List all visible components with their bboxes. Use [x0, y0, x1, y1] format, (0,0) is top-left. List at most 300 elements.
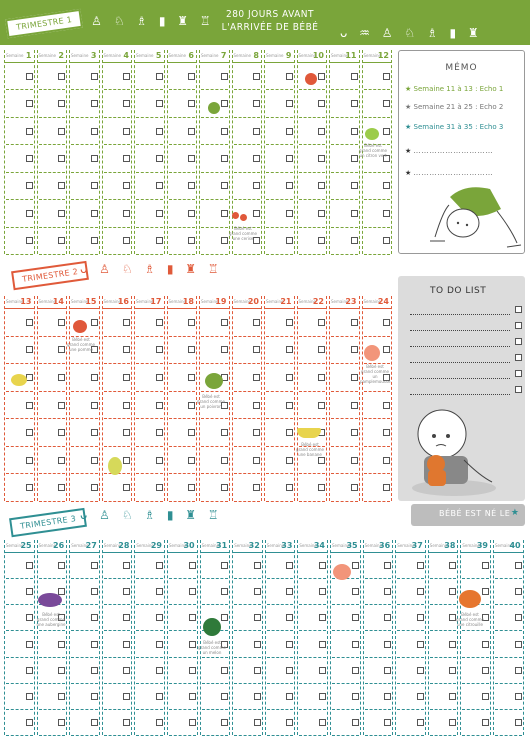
day-checkbox[interactable]	[26, 346, 33, 353]
day-checkbox[interactable]	[58, 319, 65, 326]
day-checkbox[interactable]	[26, 457, 33, 464]
day-checkbox[interactable]	[351, 457, 358, 464]
day-checkbox[interactable]	[254, 562, 261, 569]
day-checkbox[interactable]	[26, 128, 33, 135]
day-checkbox[interactable]	[156, 346, 163, 353]
day-checkbox[interactable]	[91, 562, 98, 569]
day-checkbox[interactable]	[482, 667, 489, 674]
bebe-est-ne-banner[interactable]	[411, 504, 525, 526]
day-checkbox[interactable]	[351, 346, 358, 353]
day-checkbox[interactable]	[123, 429, 130, 436]
melon-icon	[203, 618, 221, 636]
day-checkbox[interactable]	[449, 588, 456, 595]
day-checkbox[interactable]	[123, 155, 130, 162]
day-checkbox[interactable]	[58, 667, 65, 674]
day-checkbox[interactable]	[319, 641, 326, 648]
day-checkbox[interactable]	[286, 346, 293, 353]
day-checkbox[interactable]	[383, 346, 390, 353]
day-checkbox[interactable]	[91, 641, 98, 648]
day-checkbox[interactable]	[352, 614, 359, 621]
day-checkbox[interactable]	[352, 588, 359, 595]
day-checkbox[interactable]	[482, 641, 489, 648]
day-checkbox[interactable]	[91, 402, 98, 409]
day-checkbox[interactable]	[91, 457, 98, 464]
day-checkbox[interactable]	[156, 457, 163, 464]
day-checkbox[interactable]	[253, 346, 260, 353]
day-checkbox[interactable]	[254, 719, 261, 726]
day-checkbox[interactable]	[188, 237, 195, 244]
day-checkbox[interactable]	[254, 641, 261, 648]
day-checkbox[interactable]	[189, 614, 196, 621]
day-checkbox[interactable]	[58, 641, 65, 648]
day-checkbox[interactable]	[123, 719, 130, 726]
day-checkbox[interactable]	[91, 614, 98, 621]
day-checkbox[interactable]	[253, 182, 260, 189]
day-checkbox[interactable]	[351, 210, 358, 217]
day-checkbox[interactable]	[318, 210, 325, 217]
day-checkbox[interactable]	[156, 319, 163, 326]
day-checkbox[interactable]	[156, 210, 163, 217]
day-checkbox[interactable]	[417, 641, 424, 648]
day-checkbox[interactable]	[318, 182, 325, 189]
day-checkbox[interactable]	[156, 562, 163, 569]
day-checkbox[interactable]	[188, 128, 195, 135]
todo-row[interactable]	[410, 302, 510, 315]
day-checkbox[interactable]	[156, 429, 163, 436]
day-checkbox[interactable]	[189, 719, 196, 726]
day-checkbox[interactable]	[123, 319, 130, 326]
day-checkbox[interactable]	[254, 614, 261, 621]
day-checkbox[interactable]	[188, 457, 195, 464]
day-checkbox[interactable]	[221, 155, 228, 162]
day-checkbox[interactable]	[221, 429, 228, 436]
day-checkbox[interactable]	[188, 402, 195, 409]
day-checkbox[interactable]	[384, 614, 391, 621]
day-checkbox[interactable]	[58, 484, 65, 491]
day-row	[234, 735, 261, 737]
day-checkbox[interactable]	[253, 100, 260, 107]
day-checkbox[interactable]	[123, 457, 130, 464]
day-checkbox[interactable]	[319, 588, 326, 595]
day-row	[365, 578, 392, 580]
day-checkbox[interactable]	[156, 73, 163, 80]
day-checkbox[interactable]	[515, 719, 522, 726]
day-checkbox[interactable]	[188, 73, 195, 80]
day-checkbox[interactable]	[58, 100, 65, 107]
day-checkbox[interactable]	[221, 719, 228, 726]
day-checkbox[interactable]	[515, 667, 522, 674]
day-checkbox[interactable]	[221, 588, 228, 595]
day-checkbox[interactable]	[221, 319, 228, 326]
day-checkbox[interactable]	[254, 693, 261, 700]
todo-checkbox[interactable]	[515, 306, 522, 313]
day-row	[397, 604, 424, 606]
day-checkbox[interactable]	[383, 484, 390, 491]
day-checkbox[interactable]	[26, 667, 33, 674]
day-checkbox[interactable]	[383, 402, 390, 409]
day-checkbox[interactable]	[253, 457, 260, 464]
day-checkbox[interactable]	[318, 237, 325, 244]
day-checkbox[interactable]	[188, 100, 195, 107]
day-checkbox[interactable]	[58, 346, 65, 353]
day-checkbox[interactable]	[91, 429, 98, 436]
day-checkbox[interactable]	[253, 484, 260, 491]
day-checkbox[interactable]	[26, 614, 33, 621]
day-checkbox[interactable]	[156, 641, 163, 648]
day-checkbox[interactable]	[286, 693, 293, 700]
memo-line-5[interactable]: ★ …………………………	[405, 169, 494, 177]
day-checkbox[interactable]	[383, 73, 390, 80]
day-checkbox[interactable]	[156, 588, 163, 595]
day-checkbox[interactable]	[91, 693, 98, 700]
day-checkbox[interactable]	[58, 182, 65, 189]
day-checkbox[interactable]	[58, 693, 65, 700]
day-checkbox[interactable]	[188, 346, 195, 353]
todo-row[interactable]	[410, 366, 510, 379]
day-checkbox[interactable]	[58, 237, 65, 244]
day-checkbox[interactable]	[91, 155, 98, 162]
day-checkbox[interactable]	[254, 588, 261, 595]
day-checkbox[interactable]	[58, 562, 65, 569]
day-checkbox[interactable]	[286, 374, 293, 381]
day-checkbox[interactable]	[352, 641, 359, 648]
day-checkbox[interactable]	[26, 319, 33, 326]
day-checkbox[interactable]	[417, 693, 424, 700]
week-number: 6	[188, 51, 194, 60]
day-checkbox[interactable]	[318, 73, 325, 80]
day-checkbox[interactable]	[318, 100, 325, 107]
day-checkbox[interactable]	[318, 484, 325, 491]
day-checkbox[interactable]	[351, 374, 358, 381]
day-checkbox[interactable]	[253, 155, 260, 162]
day-checkbox[interactable]	[383, 100, 390, 107]
day-checkbox[interactable]	[383, 429, 390, 436]
day-row	[397, 735, 424, 737]
day-checkbox[interactable]	[58, 588, 65, 595]
day-checkbox[interactable]	[91, 319, 98, 326]
day-checkbox[interactable]	[123, 182, 130, 189]
day-checkbox[interactable]	[189, 693, 196, 700]
day-checkbox[interactable]	[383, 457, 390, 464]
day-checkbox[interactable]	[221, 693, 228, 700]
day-checkbox[interactable]	[58, 457, 65, 464]
day-checkbox[interactable]	[286, 667, 293, 674]
day-checkbox[interactable]	[156, 614, 163, 621]
day-checkbox[interactable]	[26, 155, 33, 162]
day-checkbox[interactable]	[352, 667, 359, 674]
day-checkbox[interactable]	[384, 719, 391, 726]
day-checkbox[interactable]	[221, 484, 228, 491]
day-checkbox[interactable]	[221, 73, 228, 80]
day-row	[104, 89, 131, 91]
day-checkbox[interactable]	[383, 237, 390, 244]
day-checkbox[interactable]	[91, 374, 98, 381]
day-checkbox[interactable]	[156, 100, 163, 107]
day-checkbox[interactable]	[58, 73, 65, 80]
day-checkbox[interactable]	[221, 128, 228, 135]
day-checkbox[interactable]	[91, 667, 98, 674]
day-checkbox[interactable]	[515, 641, 522, 648]
day-checkbox[interactable]	[221, 210, 228, 217]
day-checkbox[interactable]	[254, 667, 261, 674]
day-checkbox[interactable]	[286, 182, 293, 189]
day-checkbox[interactable]	[351, 155, 358, 162]
day-checkbox[interactable]	[515, 562, 522, 569]
todo-row[interactable]	[410, 334, 510, 347]
day-checkbox[interactable]	[58, 128, 65, 135]
day-checkbox[interactable]	[26, 210, 33, 217]
day-checkbox[interactable]	[188, 429, 195, 436]
day-checkbox[interactable]	[351, 319, 358, 326]
day-checkbox[interactable]	[26, 719, 33, 726]
day-checkbox[interactable]	[26, 562, 33, 569]
day-checkbox[interactable]	[188, 155, 195, 162]
day-checkbox[interactable]	[123, 693, 130, 700]
day-checkbox[interactable]	[221, 667, 228, 674]
day-checkbox[interactable]	[58, 374, 65, 381]
day-checkbox[interactable]	[482, 562, 489, 569]
day-checkbox[interactable]	[286, 562, 293, 569]
day-checkbox[interactable]	[123, 73, 130, 80]
day-checkbox[interactable]	[123, 588, 130, 595]
day-checkbox[interactable]	[449, 641, 456, 648]
day-checkbox[interactable]	[318, 402, 325, 409]
memo-line-4[interactable]: ★ …………………………	[405, 147, 494, 155]
day-checkbox[interactable]	[351, 128, 358, 135]
day-checkbox[interactable]	[286, 73, 293, 80]
day-checkbox[interactable]	[384, 588, 391, 595]
day-checkbox[interactable]	[26, 100, 33, 107]
day-checkbox[interactable]	[482, 693, 489, 700]
day-checkbox[interactable]	[318, 128, 325, 135]
day-checkbox[interactable]	[189, 641, 196, 648]
day-checkbox[interactable]	[253, 128, 260, 135]
day-checkbox[interactable]	[482, 719, 489, 726]
day-checkbox[interactable]	[156, 182, 163, 189]
day-checkbox[interactable]	[26, 641, 33, 648]
day-checkbox[interactable]	[515, 588, 522, 595]
day-checkbox[interactable]	[286, 402, 293, 409]
day-checkbox[interactable]	[253, 319, 260, 326]
day-checkbox[interactable]	[221, 346, 228, 353]
note-eggplant: Bébé est grand comme une aubergine	[36, 612, 66, 627]
day-checkbox[interactable]	[417, 562, 424, 569]
day-checkbox[interactable]	[58, 210, 65, 217]
day-checkbox[interactable]	[91, 182, 98, 189]
memo-line-2: ★ Semaine 21 à 25 : Echo 2	[405, 103, 504, 111]
day-checkbox[interactable]	[318, 457, 325, 464]
day-checkbox[interactable]	[123, 641, 130, 648]
day-checkbox[interactable]	[384, 562, 391, 569]
day-row	[331, 254, 358, 256]
day-checkbox[interactable]	[318, 319, 325, 326]
day-checkbox[interactable]	[221, 100, 228, 107]
day-checkbox[interactable]	[91, 484, 98, 491]
day-checkbox[interactable]	[286, 429, 293, 436]
day-checkbox[interactable]	[417, 667, 424, 674]
day-checkbox[interactable]	[123, 402, 130, 409]
day-checkbox[interactable]	[91, 100, 98, 107]
day-checkbox[interactable]	[318, 346, 325, 353]
day-checkbox[interactable]	[58, 402, 65, 409]
day-checkbox[interactable]	[91, 128, 98, 135]
day-checkbox[interactable]	[286, 641, 293, 648]
day-checkbox[interactable]	[221, 182, 228, 189]
day-checkbox[interactable]	[352, 562, 359, 569]
day-checkbox[interactable]	[91, 588, 98, 595]
day-checkbox[interactable]	[156, 484, 163, 491]
day-row	[299, 144, 326, 146]
day-checkbox[interactable]	[351, 402, 358, 409]
day-checkbox[interactable]	[123, 128, 130, 135]
day-checkbox[interactable]	[286, 484, 293, 491]
day-checkbox[interactable]	[58, 719, 65, 726]
day-checkbox[interactable]	[156, 719, 163, 726]
day-checkbox[interactable]	[26, 73, 33, 80]
day-checkbox[interactable]	[384, 667, 391, 674]
day-checkbox[interactable]	[156, 693, 163, 700]
day-row	[299, 709, 326, 711]
day-checkbox[interactable]	[189, 667, 196, 674]
day-checkbox[interactable]	[351, 484, 358, 491]
day-checkbox[interactable]	[91, 210, 98, 217]
todo-checkbox[interactable]	[515, 338, 522, 345]
week-label: Semaine	[201, 543, 220, 548]
day-checkbox[interactable]	[319, 614, 326, 621]
todo-checkbox[interactable]	[515, 370, 522, 377]
day-checkbox[interactable]	[352, 719, 359, 726]
day-checkbox[interactable]	[58, 155, 65, 162]
day-checkbox[interactable]	[318, 155, 325, 162]
day-checkbox[interactable]	[123, 614, 130, 621]
day-checkbox[interactable]	[515, 614, 522, 621]
day-checkbox[interactable]	[286, 719, 293, 726]
day-checkbox[interactable]	[352, 693, 359, 700]
day-checkbox[interactable]	[123, 100, 130, 107]
day-checkbox[interactable]	[286, 100, 293, 107]
day-checkbox[interactable]	[188, 182, 195, 189]
todo-row[interactable]	[410, 350, 510, 363]
day-checkbox[interactable]	[383, 319, 390, 326]
day-checkbox[interactable]	[221, 614, 228, 621]
day-checkbox[interactable]	[91, 237, 98, 244]
day-checkbox[interactable]	[156, 128, 163, 135]
day-checkbox[interactable]	[318, 374, 325, 381]
day-checkbox[interactable]	[286, 237, 293, 244]
day-checkbox[interactable]	[417, 614, 424, 621]
day-checkbox[interactable]	[221, 562, 228, 569]
day-checkbox[interactable]	[319, 562, 326, 569]
day-checkbox[interactable]	[286, 588, 293, 595]
day-checkbox[interactable]	[221, 237, 228, 244]
day-checkbox[interactable]	[26, 429, 33, 436]
day-checkbox[interactable]	[156, 402, 163, 409]
todo-checkbox[interactable]	[515, 354, 522, 361]
day-checkbox[interactable]	[253, 429, 260, 436]
day-checkbox[interactable]	[383, 210, 390, 217]
day-checkbox[interactable]	[123, 562, 130, 569]
day-checkbox[interactable]	[351, 237, 358, 244]
day-checkbox[interactable]	[26, 484, 33, 491]
day-checkbox[interactable]	[383, 182, 390, 189]
day-checkbox[interactable]	[123, 210, 130, 217]
week-number: 36	[379, 541, 391, 550]
day-checkbox[interactable]	[221, 457, 228, 464]
day-checkbox[interactable]	[123, 346, 130, 353]
day-checkbox[interactable]	[156, 237, 163, 244]
week-label: Semaine	[38, 299, 56, 304]
day-checkbox[interactable]	[91, 719, 98, 726]
todo-checkbox[interactable]	[515, 386, 522, 393]
todo-row[interactable]	[410, 318, 510, 331]
day-checkbox[interactable]	[286, 210, 293, 217]
day-checkbox[interactable]	[188, 374, 195, 381]
day-checkbox[interactable]	[384, 641, 391, 648]
day-checkbox[interactable]	[351, 429, 358, 436]
day-checkbox[interactable]	[91, 73, 98, 80]
day-checkbox[interactable]	[188, 484, 195, 491]
day-checkbox[interactable]	[515, 693, 522, 700]
day-checkbox[interactable]	[449, 693, 456, 700]
day-checkbox[interactable]	[286, 457, 293, 464]
day-checkbox[interactable]	[351, 182, 358, 189]
day-checkbox[interactable]	[449, 562, 456, 569]
day-checkbox[interactable]	[286, 614, 293, 621]
day-checkbox[interactable]	[449, 719, 456, 726]
todo-checkbox[interactable]	[515, 322, 522, 329]
day-checkbox[interactable]	[319, 719, 326, 726]
day-checkbox[interactable]	[417, 588, 424, 595]
day-checkbox[interactable]	[123, 374, 130, 381]
day-checkbox[interactable]	[253, 210, 260, 217]
day-checkbox[interactable]	[188, 210, 195, 217]
day-checkbox[interactable]	[26, 182, 33, 189]
day-checkbox[interactable]	[26, 693, 33, 700]
day-checkbox[interactable]	[189, 562, 196, 569]
day-checkbox[interactable]	[156, 374, 163, 381]
day-checkbox[interactable]	[253, 402, 260, 409]
day-checkbox[interactable]	[26, 402, 33, 409]
week-column	[493, 540, 524, 735]
day-checkbox[interactable]	[58, 429, 65, 436]
day-checkbox[interactable]	[123, 237, 130, 244]
day-checkbox[interactable]	[253, 374, 260, 381]
day-row	[39, 363, 66, 365]
day-checkbox[interactable]	[156, 667, 163, 674]
day-checkbox[interactable]	[319, 667, 326, 674]
day-checkbox[interactable]	[188, 319, 195, 326]
day-checkbox[interactable]	[123, 484, 130, 491]
day-checkbox[interactable]	[449, 667, 456, 674]
day-checkbox[interactable]	[319, 693, 326, 700]
day-checkbox[interactable]	[383, 128, 390, 135]
day-checkbox[interactable]	[286, 128, 293, 135]
day-checkbox[interactable]	[253, 73, 260, 80]
day-checkbox[interactable]	[123, 667, 130, 674]
day-checkbox[interactable]	[189, 588, 196, 595]
todo-row[interactable]	[410, 382, 510, 395]
day-checkbox[interactable]	[351, 100, 358, 107]
day-checkbox[interactable]	[286, 319, 293, 326]
day-checkbox[interactable]	[156, 155, 163, 162]
day-checkbox[interactable]	[384, 693, 391, 700]
day-checkbox[interactable]	[26, 237, 33, 244]
day-checkbox[interactable]	[26, 588, 33, 595]
day-checkbox[interactable]	[351, 73, 358, 80]
day-checkbox[interactable]	[417, 719, 424, 726]
day-checkbox[interactable]	[286, 155, 293, 162]
day-checkbox[interactable]	[482, 588, 489, 595]
